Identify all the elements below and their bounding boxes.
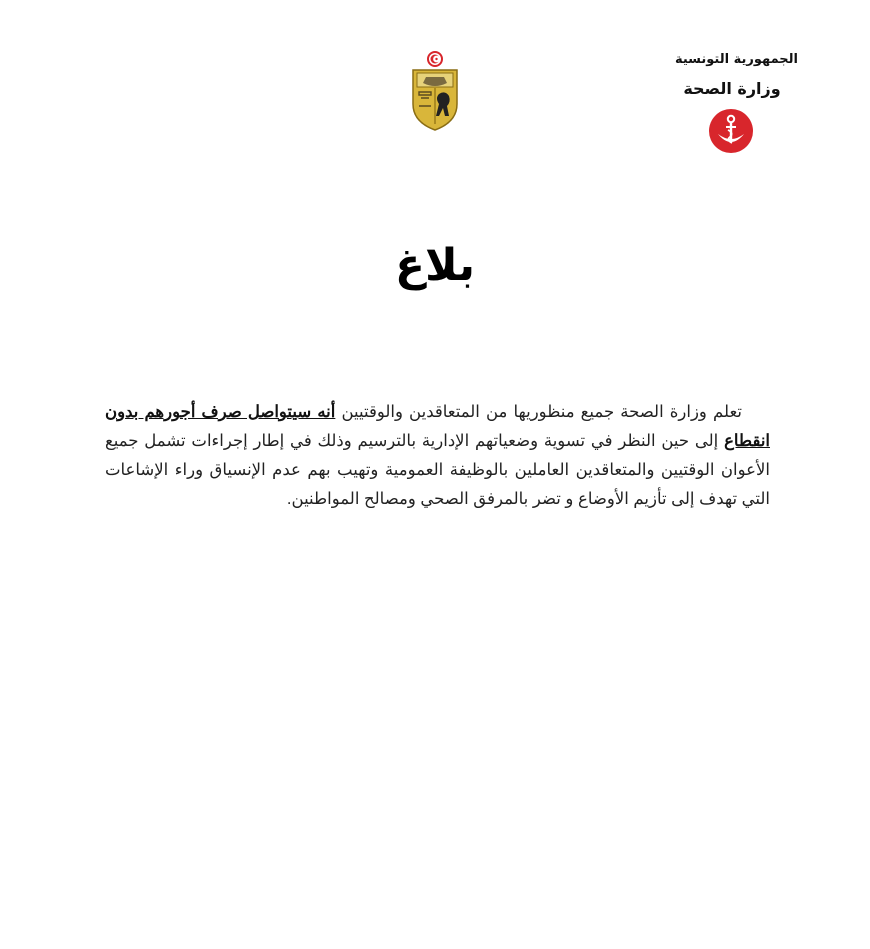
ministry-name: وزارة الصحة	[683, 79, 781, 98]
letterhead-right	[648, 52, 798, 98]
announcement-title: بلاغ	[395, 240, 475, 291]
body-emphasis-salaries: أنه سيتواصل صرف أجورهم بدون انقطاع	[105, 403, 770, 450]
tunisia-coat-of-arms-icon	[405, 50, 465, 132]
body-part-2: إلى حين النظر في تسوية وضعياتهم الإدارية بالترسيم وذلك في إطار إجراءات تشمل جميع الأعوان الوقتيين والمتعاقدين العاملين بالوظيفة العمومية وتهيب بهم عدم الإنسياق وراء الإشاعات التي تهدف إلى تأزيم الأوضاع و تضر بالمرفق الصحي ومصالح المواطنين.	[105, 432, 770, 508]
body-part-1: تعلم وزارة الصحة جميع منظوريها من المتعاقدين والوقتيين	[335, 403, 742, 421]
republic-name: الجمهورية التونسية	[674, 52, 798, 67]
ministry-health-emblem-icon	[708, 108, 754, 154]
announcement-body	[105, 398, 770, 514]
